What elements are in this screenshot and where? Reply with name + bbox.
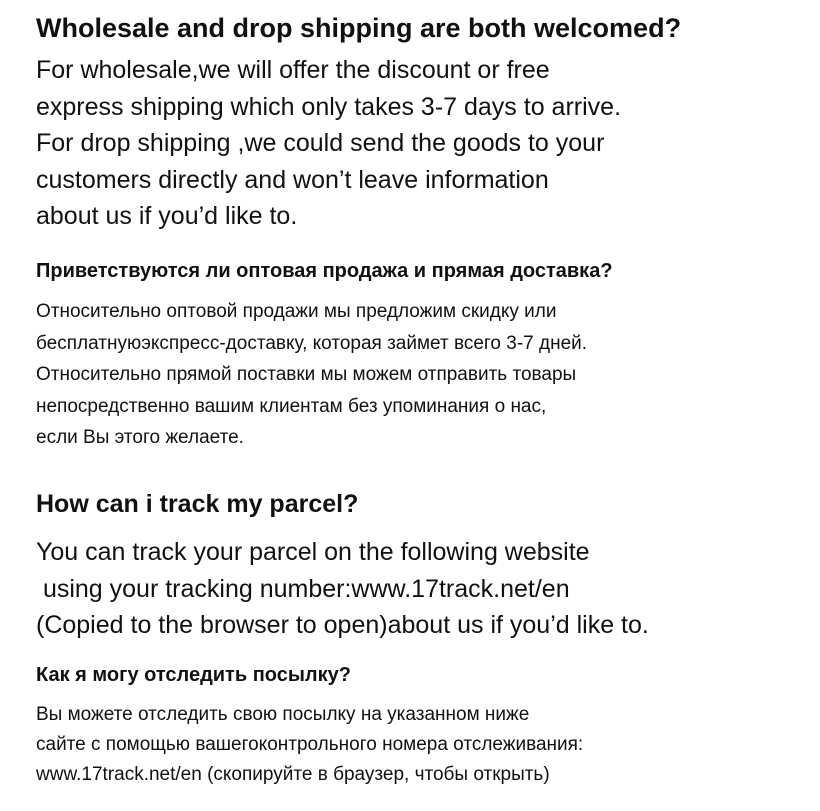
text-line: (Copied to the browser to open)about us if you’d like to.: [36, 611, 649, 639]
text-line: For drop shipping ,we could send the goods to your: [36, 129, 605, 157]
wholesale-section-en: [36, 10, 796, 235]
text-line: customers directly and won’t leave information: [36, 165, 549, 194]
tracking-body-en: [36, 534, 796, 644]
text-line: express shipping which only takes 3-7 days to arrive.: [36, 92, 622, 121]
tracking-section-en: [36, 486, 796, 644]
text-line: For wholesale,we will offer the discount or free: [36, 56, 550, 84]
text-line: Вы можете отследить свою посылку на указанном ниже: [36, 704, 530, 725]
text-line: сайте с помощью вашегоконтрольного номера отслеживания:: [36, 734, 584, 755]
text-line: если Вы этого желаете.: [36, 427, 244, 448]
text-line: www.17track.net/en (скопируйте в браузер, чтобы открыть): [36, 764, 550, 785]
text-line: бесплатнуюэкспресс-доставку, которая займет всего 3-7 дней.: [36, 332, 588, 354]
wholesale-section-ru: [36, 256, 796, 454]
text-line: using your tracking number:www.17track.net/en: [36, 574, 570, 603]
text-line: You can track your parcel on the following website: [36, 538, 590, 566]
wholesale-heading-ru: Приветствуются ли оптовая продажа и прямая доставка?: [36, 260, 613, 282]
wholesale-body-en: [36, 52, 796, 235]
text-line: непосредственно вашим клиентам без упоминания о нас,: [36, 395, 547, 417]
text-line: about us if you’d like to.: [36, 202, 298, 230]
wholesale-body-ru: [36, 296, 796, 454]
tracking-body-ru: [36, 700, 796, 790]
text-line: Относительно оптовой продажи мы предложим скидку или: [36, 301, 557, 322]
tracking-heading-en: How can i track my parcel?: [36, 490, 359, 518]
tracking-section-ru: [36, 660, 796, 790]
tracking-heading-ru: Как я могу отследить посылку?: [36, 664, 351, 686]
text-line: Относительно прямой поставки мы можем отправить товары: [36, 364, 577, 385]
wholesale-heading-en: Wholesale and drop shipping are both welcomed?: [36, 13, 682, 43]
